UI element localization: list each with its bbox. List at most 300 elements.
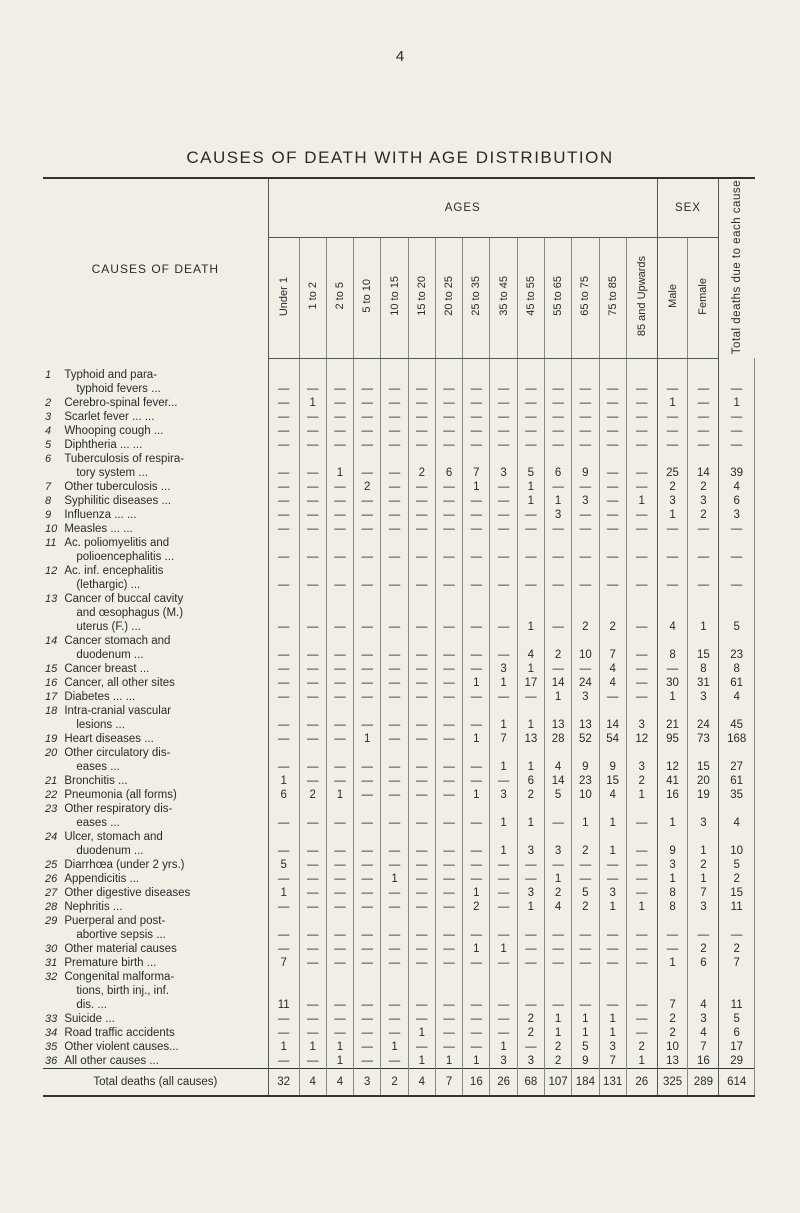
age-column-header bbox=[354, 237, 381, 358]
value-cell: 1 bbox=[517, 494, 544, 508]
value-cell: 1 bbox=[490, 802, 517, 830]
table-row bbox=[43, 592, 755, 634]
value-cell: 4 bbox=[599, 662, 626, 676]
sex-group-header: SEX bbox=[657, 178, 719, 237]
value-cell: — bbox=[354, 536, 381, 564]
value-cell: 3 bbox=[490, 788, 517, 802]
cause-name-line: Tuberculosis of respira- bbox=[64, 453, 185, 466]
value-cell: — bbox=[354, 900, 381, 914]
value-cell: 14 bbox=[544, 676, 571, 690]
totals-label: Total deaths (all causes) bbox=[43, 1069, 268, 1097]
value-cell: 4 bbox=[544, 900, 571, 914]
value-cell: 95 bbox=[657, 732, 688, 746]
value-cell: 31 bbox=[688, 676, 719, 690]
cause-name-line: Ac. poliomyelitis and bbox=[64, 537, 170, 550]
value-cell: 1 bbox=[657, 396, 688, 410]
value-cell: 17 bbox=[517, 676, 544, 690]
value-cell: — bbox=[435, 1040, 462, 1054]
value-cell: 13 bbox=[517, 732, 544, 746]
value-cell: — bbox=[599, 956, 626, 970]
value-cell: — bbox=[688, 536, 719, 564]
value-cell: — bbox=[268, 564, 299, 592]
age-column-label: 5 to 10 bbox=[361, 279, 374, 314]
value-cell: — bbox=[299, 704, 326, 732]
row-number: 25 bbox=[45, 859, 58, 872]
value-cell: 1 bbox=[463, 676, 490, 690]
value-cell: 1 bbox=[572, 802, 599, 830]
value-cell: — bbox=[517, 914, 544, 942]
cause-name-line: Cancer, all other sites bbox=[64, 677, 175, 690]
row-number: 28 bbox=[45, 901, 58, 914]
value-cell: — bbox=[408, 774, 435, 788]
cause-name bbox=[64, 788, 268, 802]
value-cell: — bbox=[572, 522, 599, 536]
value-cell: — bbox=[381, 676, 408, 690]
cause-name-line: Road traffic accidents bbox=[64, 1027, 175, 1040]
value-cell: — bbox=[463, 424, 490, 438]
value-cell: — bbox=[719, 536, 755, 564]
value-cell: — bbox=[408, 746, 435, 774]
value-cell: — bbox=[408, 508, 435, 522]
value-cell: 3 bbox=[626, 704, 657, 732]
row-number: 1 bbox=[45, 369, 52, 382]
value-cell: — bbox=[268, 704, 299, 732]
value-cell: — bbox=[299, 858, 326, 872]
value-cell: 1 bbox=[517, 746, 544, 774]
value-cell: — bbox=[463, 1012, 490, 1026]
value-cell: — bbox=[490, 858, 517, 872]
value-cell: 20 bbox=[688, 774, 719, 788]
value-cell: — bbox=[599, 522, 626, 536]
cause-name-line: Diphtheria ... ... bbox=[64, 439, 143, 452]
value-cell: 4 bbox=[517, 634, 544, 662]
value-cell: 28 bbox=[544, 732, 571, 746]
value-cell: 2 bbox=[719, 942, 755, 956]
value-cell: — bbox=[299, 508, 326, 522]
value-cell: — bbox=[381, 802, 408, 830]
value-cell: — bbox=[268, 410, 299, 424]
table-row bbox=[43, 774, 755, 788]
value-cell: — bbox=[517, 410, 544, 424]
value-cell: — bbox=[326, 1026, 353, 1040]
value-cell: — bbox=[381, 970, 408, 1012]
value-cell: — bbox=[463, 438, 490, 452]
value-cell: — bbox=[463, 1040, 490, 1054]
value-cell: — bbox=[326, 508, 353, 522]
cause-name bbox=[64, 858, 268, 872]
value-cell: — bbox=[408, 872, 435, 886]
value-cell: 14 bbox=[599, 704, 626, 732]
value-cell: 6 bbox=[435, 452, 462, 480]
sex-column-label: Male bbox=[666, 284, 679, 309]
total-value-cell: 3 bbox=[354, 1069, 381, 1097]
value-cell: 3 bbox=[544, 508, 571, 522]
value-cell: — bbox=[381, 662, 408, 676]
value-cell: — bbox=[626, 480, 657, 494]
value-cell: — bbox=[626, 592, 657, 634]
value-cell: 10 bbox=[572, 788, 599, 802]
value-cell: — bbox=[326, 970, 353, 1012]
value-cell: — bbox=[326, 676, 353, 690]
value-cell: 13 bbox=[572, 704, 599, 732]
age-column-header bbox=[517, 237, 544, 358]
table-row bbox=[43, 410, 755, 424]
value-cell: — bbox=[544, 522, 571, 536]
value-cell: — bbox=[381, 1026, 408, 1040]
value-cell: — bbox=[381, 956, 408, 970]
value-cell: 1 bbox=[657, 872, 688, 886]
value-cell: — bbox=[354, 774, 381, 788]
cause-name-line: Bronchitis ... bbox=[64, 775, 128, 788]
value-cell: — bbox=[326, 900, 353, 914]
value-cell: 2 bbox=[299, 788, 326, 802]
value-cell: — bbox=[299, 914, 326, 942]
value-cell: — bbox=[572, 956, 599, 970]
value-cell: — bbox=[354, 858, 381, 872]
value-cell: 1 bbox=[626, 1054, 657, 1069]
age-column-label: 20 to 25 bbox=[443, 276, 456, 317]
value-cell: — bbox=[326, 396, 353, 410]
value-cell: 2 bbox=[572, 592, 599, 634]
value-cell: 3 bbox=[517, 1054, 544, 1069]
value-cell: — bbox=[517, 396, 544, 410]
value-cell: 3 bbox=[688, 1012, 719, 1026]
value-cell: 5 bbox=[719, 1012, 755, 1026]
value-cell: — bbox=[268, 396, 299, 410]
value-cell: — bbox=[490, 956, 517, 970]
cause-name-line: (lethargic) ... bbox=[76, 579, 141, 592]
value-cell: — bbox=[435, 802, 462, 830]
value-cell: — bbox=[354, 410, 381, 424]
cause-name-line: Measles ... ... bbox=[64, 523, 133, 536]
value-cell: — bbox=[544, 358, 571, 396]
cause-name-line: tions, birth inj., inf. bbox=[76, 985, 170, 998]
total-value-cell: 16 bbox=[463, 1069, 490, 1097]
table-row bbox=[43, 872, 755, 886]
value-cell: — bbox=[544, 858, 571, 872]
table-row bbox=[43, 438, 755, 452]
table-row bbox=[43, 396, 755, 410]
cause-name-line: Other material causes bbox=[64, 943, 177, 956]
value-cell: — bbox=[544, 396, 571, 410]
value-cell: — bbox=[435, 508, 462, 522]
age-column-header bbox=[463, 237, 490, 358]
cause-name-line: duodenum ... bbox=[76, 649, 144, 662]
value-cell: — bbox=[408, 592, 435, 634]
cause-name-line: Other respiratory dis- bbox=[64, 803, 173, 816]
value-cell: 1 bbox=[517, 704, 544, 732]
value-cell: — bbox=[268, 662, 299, 676]
value-cell: 3 bbox=[688, 494, 719, 508]
value-cell: — bbox=[435, 676, 462, 690]
cause-name-line: Other tuberculosis ... bbox=[64, 481, 171, 494]
value-cell: — bbox=[299, 802, 326, 830]
value-cell: — bbox=[354, 396, 381, 410]
value-cell: — bbox=[599, 858, 626, 872]
row-number: 10 bbox=[45, 523, 58, 536]
value-cell: — bbox=[326, 592, 353, 634]
value-cell: — bbox=[299, 1012, 326, 1026]
total-value-cell: 7 bbox=[435, 1069, 462, 1097]
cause-name bbox=[64, 802, 268, 830]
value-cell: — bbox=[408, 634, 435, 662]
value-cell: — bbox=[544, 970, 571, 1012]
value-cell: 3 bbox=[688, 900, 719, 914]
cause-name-line: Nephritis ... bbox=[64, 901, 123, 914]
age-column-header bbox=[544, 237, 571, 358]
value-cell: 1 bbox=[490, 942, 517, 956]
value-cell: — bbox=[408, 1012, 435, 1026]
value-cell: 1 bbox=[381, 872, 408, 886]
value-cell: 8 bbox=[657, 634, 688, 662]
value-cell: 15 bbox=[688, 634, 719, 662]
value-cell: — bbox=[626, 662, 657, 676]
value-cell: 2 bbox=[572, 830, 599, 858]
value-cell: 35 bbox=[719, 788, 755, 802]
value-cell: 1 bbox=[463, 1054, 490, 1069]
total-value-cell: 4 bbox=[408, 1069, 435, 1097]
value-cell: — bbox=[299, 634, 326, 662]
value-cell: — bbox=[599, 480, 626, 494]
value-cell: — bbox=[408, 480, 435, 494]
value-cell: 5 bbox=[268, 858, 299, 872]
value-cell: — bbox=[408, 438, 435, 452]
value-cell: — bbox=[268, 508, 299, 522]
value-cell: — bbox=[354, 788, 381, 802]
value-cell: — bbox=[268, 592, 299, 634]
age-column-label: 75 to 85 bbox=[606, 276, 619, 317]
total-value-cell: 26 bbox=[626, 1069, 657, 1097]
value-cell: — bbox=[490, 970, 517, 1012]
age-column-header bbox=[490, 237, 517, 358]
value-cell: 3 bbox=[688, 690, 719, 704]
value-cell: — bbox=[599, 396, 626, 410]
value-cell: 9 bbox=[572, 746, 599, 774]
value-cell: 1 bbox=[354, 732, 381, 746]
value-cell: 1 bbox=[463, 788, 490, 802]
total-value-cell: 26 bbox=[490, 1069, 517, 1097]
value-cell: — bbox=[435, 732, 462, 746]
value-cell: — bbox=[435, 774, 462, 788]
age-column-header bbox=[268, 237, 299, 358]
value-cell: — bbox=[490, 1012, 517, 1026]
value-cell: 2 bbox=[544, 1054, 571, 1069]
value-cell: — bbox=[490, 1026, 517, 1040]
value-cell: 24 bbox=[688, 704, 719, 732]
value-cell: — bbox=[572, 564, 599, 592]
value-cell: — bbox=[354, 424, 381, 438]
value-cell: — bbox=[719, 522, 755, 536]
value-cell: 7 bbox=[657, 970, 688, 1012]
value-cell: — bbox=[299, 494, 326, 508]
value-cell: 5 bbox=[544, 788, 571, 802]
value-cell: — bbox=[657, 942, 688, 956]
value-cell: — bbox=[299, 830, 326, 858]
table-row bbox=[43, 886, 755, 900]
value-cell: 1 bbox=[517, 480, 544, 494]
value-cell: 12 bbox=[657, 746, 688, 774]
value-cell: — bbox=[354, 886, 381, 900]
value-cell: — bbox=[435, 858, 462, 872]
value-cell: 11 bbox=[268, 970, 299, 1012]
value-cell: — bbox=[435, 746, 462, 774]
value-cell: 1 bbox=[517, 662, 544, 676]
table-row bbox=[43, 1040, 755, 1054]
table-row bbox=[43, 900, 755, 914]
value-cell: 6 bbox=[719, 1026, 755, 1040]
value-cell: 7 bbox=[688, 1040, 719, 1054]
total-value-cell: 184 bbox=[572, 1069, 599, 1097]
value-cell: — bbox=[688, 396, 719, 410]
value-cell: — bbox=[326, 746, 353, 774]
value-cell: — bbox=[326, 690, 353, 704]
causes-column-header: CAUSES OF DEATH bbox=[43, 178, 268, 358]
value-cell: — bbox=[408, 914, 435, 942]
value-cell: 10 bbox=[657, 1040, 688, 1054]
value-cell: — bbox=[354, 1026, 381, 1040]
value-cell: — bbox=[463, 956, 490, 970]
value-cell: — bbox=[572, 424, 599, 438]
cause-name-line: Influenza ... ... bbox=[64, 509, 137, 522]
row-number: 6 bbox=[45, 453, 52, 466]
value-cell: 17 bbox=[719, 1040, 755, 1054]
value-cell: 1 bbox=[490, 830, 517, 858]
value-cell: — bbox=[435, 956, 462, 970]
value-cell: — bbox=[544, 480, 571, 494]
value-cell: 3 bbox=[544, 830, 571, 858]
value-cell: 1 bbox=[657, 802, 688, 830]
value-cell: — bbox=[435, 704, 462, 732]
value-cell: — bbox=[408, 396, 435, 410]
value-cell: 5 bbox=[572, 1040, 599, 1054]
value-cell: — bbox=[381, 858, 408, 872]
value-cell: — bbox=[599, 424, 626, 438]
cause-name bbox=[64, 662, 268, 676]
value-cell: — bbox=[517, 424, 544, 438]
value-cell: — bbox=[326, 564, 353, 592]
value-cell: — bbox=[572, 970, 599, 1012]
value-cell: 1 bbox=[719, 396, 755, 410]
value-cell: 6 bbox=[517, 774, 544, 788]
value-cell: — bbox=[354, 438, 381, 452]
value-cell: 15 bbox=[599, 774, 626, 788]
value-cell: — bbox=[490, 564, 517, 592]
row-number: 35 bbox=[45, 1041, 58, 1054]
value-cell: — bbox=[463, 564, 490, 592]
value-cell: — bbox=[408, 802, 435, 830]
value-cell: 1 bbox=[688, 830, 719, 858]
total-value-cell: 289 bbox=[688, 1069, 719, 1097]
value-cell: — bbox=[268, 830, 299, 858]
value-cell: — bbox=[599, 564, 626, 592]
value-cell: 8 bbox=[657, 900, 688, 914]
cause-name bbox=[64, 452, 268, 480]
value-cell: 1 bbox=[599, 900, 626, 914]
value-cell: — bbox=[326, 634, 353, 662]
value-cell: 6 bbox=[719, 494, 755, 508]
value-cell: 13 bbox=[544, 704, 571, 732]
cause-name-line: Cancer breast ... bbox=[64, 663, 150, 676]
value-cell: — bbox=[463, 494, 490, 508]
value-cell: — bbox=[354, 662, 381, 676]
value-cell: 1 bbox=[326, 788, 353, 802]
value-cell: — bbox=[381, 494, 408, 508]
value-cell: 1 bbox=[544, 872, 571, 886]
value-cell: — bbox=[381, 424, 408, 438]
cause-name-line: Congenital malforma- bbox=[64, 971, 175, 984]
row-number: 21 bbox=[45, 775, 58, 788]
row-number: 14 bbox=[45, 635, 58, 648]
age-column-label: 65 to 75 bbox=[579, 276, 592, 317]
value-cell: 2 bbox=[599, 592, 626, 634]
value-cell: 2 bbox=[657, 480, 688, 494]
table-row bbox=[43, 358, 755, 396]
value-cell: — bbox=[326, 942, 353, 956]
value-cell: — bbox=[381, 480, 408, 494]
value-cell: — bbox=[688, 914, 719, 942]
value-cell: 6 bbox=[544, 452, 571, 480]
row-number: 7 bbox=[45, 481, 52, 494]
sex-column-header bbox=[657, 237, 688, 358]
total-value-cell: 131 bbox=[599, 1069, 626, 1097]
cause-name bbox=[64, 508, 268, 522]
cause-name-line: Suicide ... bbox=[64, 1013, 115, 1026]
value-cell: 5 bbox=[719, 858, 755, 872]
value-cell: — bbox=[490, 438, 517, 452]
cause-name bbox=[64, 438, 268, 452]
value-cell: 1 bbox=[268, 1040, 299, 1054]
age-column-header bbox=[408, 237, 435, 358]
value-cell: — bbox=[381, 830, 408, 858]
value-cell: 1 bbox=[626, 900, 657, 914]
value-cell: — bbox=[299, 438, 326, 452]
row-number: 4 bbox=[45, 425, 52, 438]
value-cell: 4 bbox=[719, 480, 755, 494]
value-cell: 19 bbox=[688, 788, 719, 802]
value-cell: — bbox=[326, 704, 353, 732]
cause-name bbox=[64, 886, 268, 900]
value-cell: — bbox=[299, 942, 326, 956]
value-cell: — bbox=[299, 662, 326, 676]
value-cell: — bbox=[354, 942, 381, 956]
row-number: 5 bbox=[45, 439, 52, 452]
value-cell: 73 bbox=[688, 732, 719, 746]
value-cell: 2 bbox=[626, 1040, 657, 1054]
value-cell: 1 bbox=[268, 886, 299, 900]
cause-name-line: Whooping cough ... bbox=[64, 425, 164, 438]
table-row bbox=[43, 634, 755, 662]
age-column-header bbox=[599, 237, 626, 358]
table-row bbox=[43, 1012, 755, 1026]
cause-name-line: Diabetes ... ... bbox=[64, 691, 136, 704]
value-cell: — bbox=[299, 676, 326, 690]
value-cell: — bbox=[544, 410, 571, 424]
age-column-label: 25 to 35 bbox=[470, 276, 483, 317]
value-cell: — bbox=[572, 914, 599, 942]
value-cell: — bbox=[268, 358, 299, 396]
value-cell: — bbox=[626, 886, 657, 900]
value-cell: 1 bbox=[626, 494, 657, 508]
value-cell: — bbox=[517, 690, 544, 704]
value-cell: 4 bbox=[688, 1026, 719, 1040]
value-cell: 5 bbox=[517, 452, 544, 480]
value-cell: 3 bbox=[517, 886, 544, 900]
value-cell: 30 bbox=[657, 676, 688, 690]
cause-name bbox=[64, 1012, 268, 1026]
cause-name bbox=[64, 522, 268, 536]
row-number: 29 bbox=[45, 915, 58, 928]
value-cell: — bbox=[381, 774, 408, 788]
